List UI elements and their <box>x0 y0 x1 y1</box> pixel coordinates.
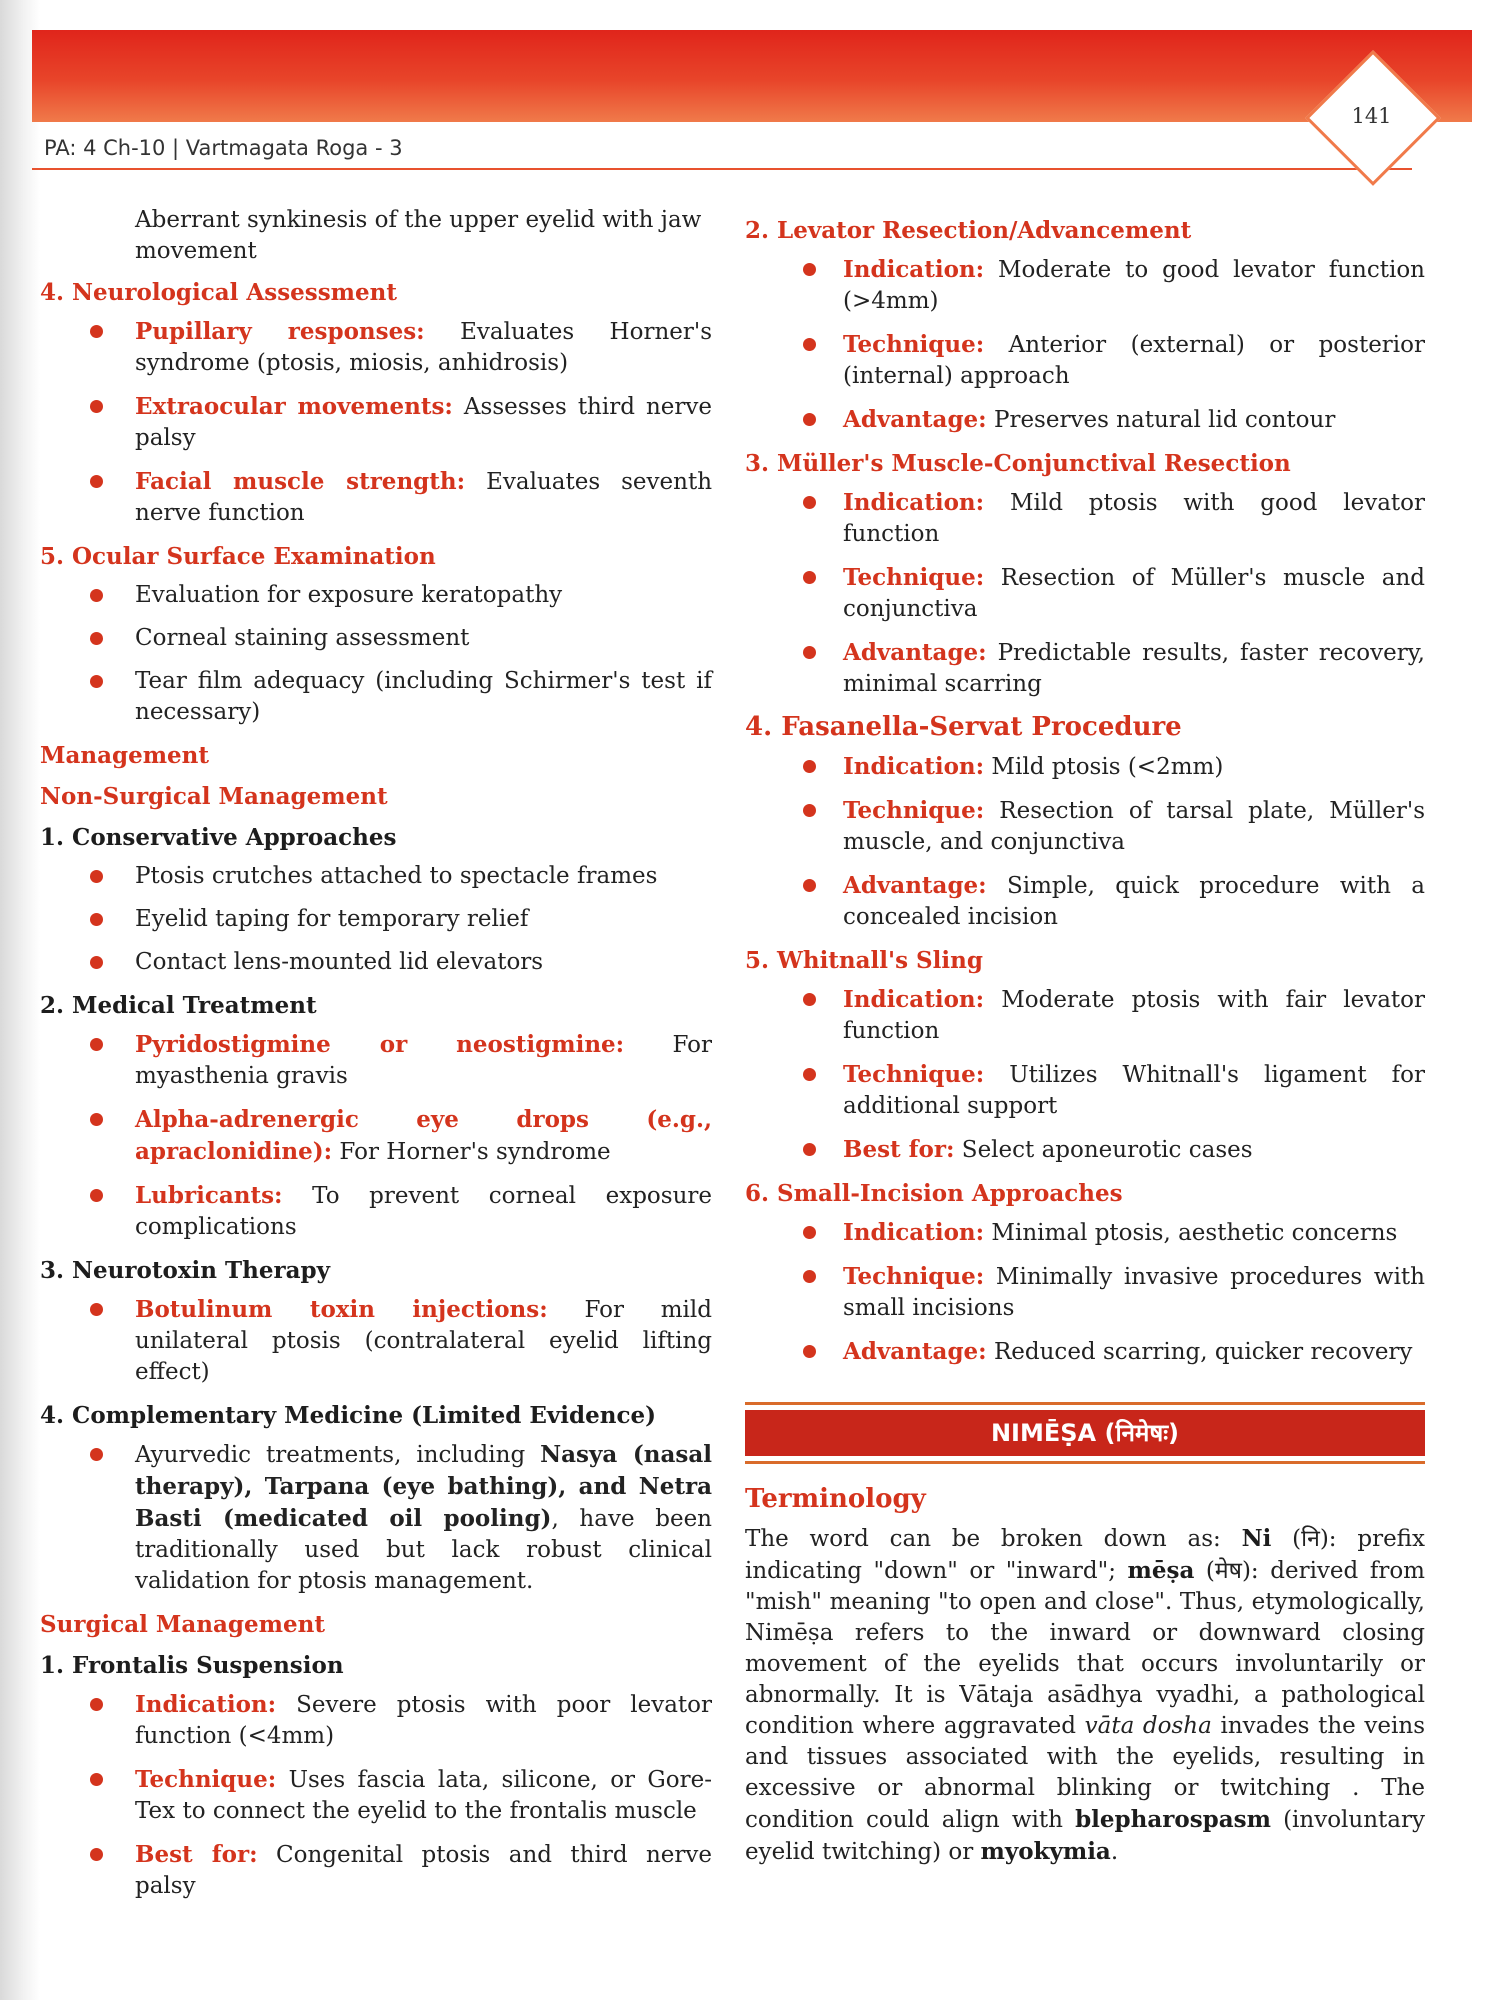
list-item <box>745 1059 1425 1122</box>
medical-list <box>40 1029 712 1243</box>
item-label: Indication: <box>843 986 985 1013</box>
item-text: Uses fascia lata, silicone, or Gore-Tex to connect the eyelid to the frontalis muscle <box>135 1767 712 1824</box>
item-text: Select aponeurotic cases <box>954 1137 1253 1163</box>
section-heading: 5. Ocular Surface Examination <box>40 543 436 570</box>
list-item <box>40 316 712 379</box>
item-text: Utilizes Whitnall's ligament for additional support <box>843 1062 1425 1119</box>
section-heading: 4. Neurological Assessment <box>40 279 397 306</box>
para-bold: Ni <box>1241 1525 1272 1552</box>
list-item <box>40 1439 712 1597</box>
list-item <box>745 984 1425 1047</box>
running-head: PA: 4 Ch-10 | Vartmagata Roga - 3 <box>44 136 403 160</box>
item-text: To prevent corneal exposure complications <box>135 1183 712 1240</box>
neurotoxin-list <box>40 1294 712 1388</box>
item-text: Ayurvedic treatments, including <box>135 1442 541 1468</box>
list-item: Contact lens-mounted lid elevators <box>40 947 712 978</box>
chapter-banner <box>745 1402 1425 1464</box>
item-text: Moderate ptosis with fair levator function <box>843 987 1425 1044</box>
item-text: Resection of tarsal plate, Müller's muscle, and conjunctiva <box>843 798 1425 855</box>
item-label: Botulinum toxin injections: <box>135 1296 548 1323</box>
section-heading: 4. Fasanella-Servat Procedure <box>745 712 1182 742</box>
item-text: Evaluates seventh nerve function <box>135 469 713 526</box>
list-item <box>745 637 1425 700</box>
item-text: Predictable results, faster recovery, minimal scarring <box>843 640 1425 697</box>
section-heading: 2. Medical Treatment <box>40 992 317 1019</box>
header-rule <box>32 168 1412 170</box>
para-text: (involuntary eyelid twitching) or <box>745 1807 1425 1865</box>
list-item <box>40 1294 712 1388</box>
item-text: Reduced scarring, quicker recovery <box>986 1339 1413 1365</box>
item-label: Extraocular movements: <box>135 393 453 420</box>
item-text: Severe ptosis with poor levator function (<4mm) <box>135 1692 712 1749</box>
page-number: 141 <box>1351 104 1392 128</box>
para-italic: vāta dosha <box>1084 1713 1212 1739</box>
whitnall-list <box>745 984 1425 1166</box>
list-item <box>40 466 712 529</box>
item-text: Anterior (external) or posterior (internal) approach <box>843 332 1425 389</box>
levator-list <box>745 254 1425 436</box>
item-label: Indication: <box>843 256 985 283</box>
small-incision-list <box>745 1217 1425 1368</box>
frontalis-list <box>40 1689 712 1902</box>
list-item <box>745 795 1425 858</box>
item-text: Simple, quick procedure with a concealed incision <box>843 873 1425 930</box>
item-label: Technique: <box>843 564 985 591</box>
list-item <box>745 254 1425 317</box>
item-label: Technique: <box>135 1766 277 1793</box>
intro-line: Aberrant synkinesis of the upper eyelid with jaw movement <box>135 207 702 264</box>
page-gutter-shadow <box>0 0 40 2000</box>
section-heading: 4. Complementary Medicine (Limited Evidence) <box>40 1402 656 1429</box>
section-heading: 1. Frontalis Suspension <box>40 1652 344 1679</box>
item-label: Technique: <box>843 1061 985 1088</box>
surgical-heading: Surgical Management <box>40 1611 325 1638</box>
item-label: Advantage: <box>843 1338 987 1365</box>
list-item <box>745 1134 1425 1166</box>
terminology-heading: Terminology <box>745 1484 926 1514</box>
item-text: Resection of Müller's muscle and conjunctiva <box>843 565 1425 622</box>
item-text: Congenital ptosis and third nerve palsy <box>135 1842 713 1899</box>
list-item <box>745 1336 1425 1368</box>
conservative-list <box>40 861 712 978</box>
item-bold: Nasya (nasal therapy), Tarpana (eye bathing), and Netra Basti (medicated oil pooling) <box>135 1441 712 1532</box>
para-text: (नि): prefix indicating "down" or "inward"; <box>745 1526 1425 1584</box>
para-bold: blepharospasm <box>1075 1806 1271 1833</box>
list-item <box>40 391 712 454</box>
item-label: Technique: <box>843 1263 985 1290</box>
item-text: Evaluates Horner's syndrome (ptosis, miosis, anhidrosis) <box>135 319 712 376</box>
item-text: Mild ptosis (<2mm) <box>984 754 1224 780</box>
list-item <box>745 870 1425 933</box>
terminology-paragraph <box>745 1523 1425 1868</box>
left-column <box>40 205 712 1914</box>
item-text: Assesses third nerve palsy <box>135 394 713 451</box>
list-item <box>40 1104 712 1168</box>
banner-rule-top <box>745 1402 1425 1405</box>
section-heading: 3. Neurotoxin Therapy <box>40 1257 330 1284</box>
section-heading: 5. Whitnall's Sling <box>745 947 983 974</box>
item-text: Minimal ptosis, aesthetic concerns <box>984 1220 1398 1246</box>
banner-title: NIMĒṢA (निमेषः) <box>745 1410 1425 1456</box>
right-column <box>745 205 1425 1868</box>
item-label: Technique: <box>843 331 985 358</box>
list-item: Corneal staining assessment <box>40 623 712 654</box>
muller-list <box>745 487 1425 700</box>
list-item <box>40 1764 712 1827</box>
list-item <box>745 751 1425 783</box>
item-text: For mild unilateral ptosis (contralateral eyelid lifting effect) <box>135 1297 712 1385</box>
list-item <box>745 562 1425 625</box>
item-text: Mild ptosis with good levator function <box>843 490 1425 547</box>
management-heading: Management <box>40 742 210 769</box>
list-item <box>745 329 1425 392</box>
item-label: Pupillary responses: <box>135 318 425 345</box>
item-text: Minimally invasive procedures with small incisions <box>843 1264 1425 1321</box>
item-label: Advantage: <box>843 406 987 433</box>
item-label: Indication: <box>843 1219 985 1246</box>
ocular-list <box>40 580 712 728</box>
item-label: Advantage: <box>843 872 987 899</box>
section-heading: 1. Conservative Approaches <box>40 824 397 851</box>
para-text: The word can be broken down as: <box>745 1526 1242 1552</box>
list-item: Evaluation for exposure keratopathy <box>40 580 712 611</box>
list-item: Ptosis crutches attached to spectacle frames <box>40 861 712 892</box>
item-label: Best for: <box>135 1841 258 1868</box>
list-item <box>40 1029 712 1092</box>
complementary-list <box>40 1439 712 1597</box>
item-label: Indication: <box>843 489 985 516</box>
para-bold: myokymia <box>980 1838 1111 1865</box>
para-text: (मेष): derived from "mish" meaning "to open and close". Thus, etymologically, Nimēṣa refers to the inward or downward closing movement of the eyelids that occurs involuntarily or abnormally. It is Vātaja asādhya vyadhi, a pathological condition where aggravated <box>745 1558 1425 1739</box>
header-color-band <box>32 30 1472 122</box>
list-item <box>745 487 1425 550</box>
item-label: Indication: <box>135 1691 277 1718</box>
list-item <box>745 404 1425 436</box>
list-item <box>40 1689 712 1752</box>
nonsurgical-heading: Non-Surgical Management <box>40 783 388 810</box>
item-text: Preserves natural lid contour <box>986 407 1336 433</box>
list-item <box>40 1839 712 1902</box>
item-label: Advantage: <box>843 639 987 666</box>
para-bold: mēṣa <box>1127 1557 1195 1584</box>
neuro-list <box>40 316 712 529</box>
section-heading: 6. Small-Incision Approaches <box>745 1180 1123 1207</box>
item-label: Indication: <box>843 753 985 780</box>
item-text: For Horner's syndrome <box>332 1139 611 1165</box>
item-label: Alpha-adrenergic eye drops (e.g., apraclonidine): <box>135 1106 712 1165</box>
item-label: Pyridostigmine or neostigmine: <box>135 1031 625 1058</box>
item-text: For myasthenia gravis <box>135 1032 712 1089</box>
list-item <box>40 1180 712 1243</box>
list-item <box>745 1261 1425 1324</box>
para-text: invades the veins and tissues associated with the eyelids, resulting in excessive or abnormal blinking or twitching . The condition could align with <box>745 1713 1425 1833</box>
item-text: Moderate to good levator function (>4mm) <box>843 257 1425 314</box>
para-text: . <box>1110 1839 1119 1865</box>
item-label: Lubricants: <box>135 1182 283 1209</box>
section-heading: 3. Müller's Muscle-Conjunctival Resection <box>745 450 1291 477</box>
item-text: , have been traditionally used but lack robust clinical validation for ptosis management. <box>135 1506 712 1594</box>
list-item: Tear film adequacy (including Schirmer's test if necessary) <box>40 666 712 728</box>
item-label: Facial muscle strength: <box>135 468 466 495</box>
list-item: Eyelid taping for temporary relief <box>40 904 712 935</box>
item-label: Best for: <box>843 1136 955 1163</box>
fasanella-list <box>745 751 1425 933</box>
banner-rule-bottom <box>745 1461 1425 1464</box>
section-heading: 2. Levator Resection/Advancement <box>745 217 1192 244</box>
list-item <box>745 1217 1425 1249</box>
item-label: Technique: <box>843 797 985 824</box>
